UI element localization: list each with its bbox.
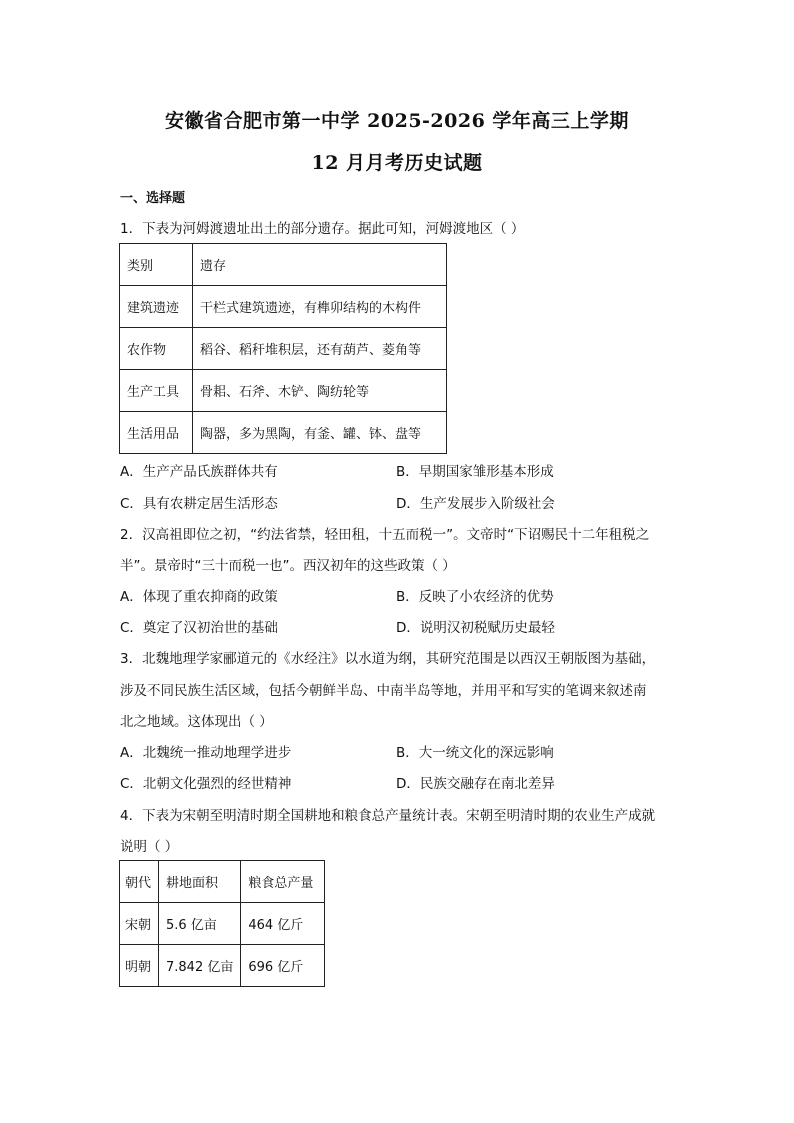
table-cell: 7.842 亿亩 xyxy=(159,945,241,987)
q1-option-c: C．具有农耕定居生活形态 xyxy=(120,496,278,512)
table-row xyxy=(120,903,325,945)
table-row xyxy=(120,328,447,370)
table-cell: 稻谷、稻秆堆积层，还有葫芦、菱角等 xyxy=(193,328,447,370)
table-cell: 生活用品 xyxy=(120,412,193,454)
table-cell: 696 亿斤 xyxy=(241,945,325,987)
table-cell: 宋朝 xyxy=(120,903,159,945)
table-cell: 明朝 xyxy=(120,945,159,987)
q2-stem-line1: 2．汉高祖即位之初，“约法省禁，轻田租，十五而税一”。文帝时“下诏赐民十二年租税之 xyxy=(120,527,650,543)
table-header-row xyxy=(120,244,447,286)
table-cell: 陶器，多为黑陶，有釜、罐、钵、盘等 xyxy=(193,412,447,454)
q3-stem-line3: 北之地域。这体现出（ ） xyxy=(120,714,273,730)
table-cell: 骨耜、石斧、木铲、陶纺轮等 xyxy=(193,370,447,412)
q2-stem-line2: 半”。景帝时“三十而税一也”。西汉初年的这些政策（ ） xyxy=(120,558,456,574)
section-heading: 一、选择题 xyxy=(120,191,186,206)
table-row xyxy=(120,370,447,412)
q1-option-b: B．早期国家雏形基本形成 xyxy=(396,464,554,480)
table-header-cell: 朝代 xyxy=(120,861,159,903)
table-header-cell: 粮食总产量 xyxy=(241,861,325,903)
exam-title-line2: 12 月月考历史试题 xyxy=(311,152,483,174)
q3-option-d: D．民族交融存在南北差异 xyxy=(396,776,555,792)
table-row xyxy=(120,286,447,328)
q1-table xyxy=(119,243,447,454)
table-cell: 干栏式建筑遗迹，有榫卯结构的木构件 xyxy=(193,286,447,328)
exam-title-line1: 安徽省合肥市第一中学 2025-2026 学年高三上学期 xyxy=(165,110,629,132)
q2-option-d: D．说明汉初税赋历史最轻 xyxy=(396,620,555,636)
q4-stem-line2: 说明（ ） xyxy=(120,839,179,855)
table-cell: 建筑遗迹 xyxy=(120,286,193,328)
q4-table xyxy=(119,860,325,987)
q3-option-c: C．北朝文化强烈的经世精神 xyxy=(120,776,292,792)
q1-option-d: D．生产发展步入阶级社会 xyxy=(396,496,555,512)
table-row xyxy=(120,945,325,987)
q3-option-a: A．北魏统一推动地理学进步 xyxy=(120,745,292,761)
table-row xyxy=(120,412,447,454)
q4-stem-line1: 4．下表为宋朝至明清时期全国耕地和粮食总产量统计表。宋朝至明清时期的农业生产成就 xyxy=(120,808,656,824)
q1-option-a: A．生产产品氏族群体共有 xyxy=(120,464,278,480)
table-cell: 5.6 亿亩 xyxy=(159,903,241,945)
q2-option-b: B．反映了小农经济的优势 xyxy=(396,589,554,605)
table-header-cell: 遗存 xyxy=(193,244,447,286)
q3-stem-line2: 涉及不同民族生活区域，包括今朝鲜半岛、中南半岛等地，并用平和写实的笔调来叙述南 xyxy=(120,683,647,699)
table-cell: 生产工具 xyxy=(120,370,193,412)
table-header-cell: 耕地面积 xyxy=(159,861,241,903)
q3-stem-line1: 3．北魏地理学家郦道元的《水经注》以水道为纲，其研究范围是以西汉王朝版图为基础， xyxy=(120,651,656,667)
table-cell: 464 亿斤 xyxy=(241,903,325,945)
table-header-row xyxy=(120,861,325,903)
q1-stem: 1．下表为河姆渡遗址出土的部分遗存。据此可知，河姆渡地区（ ） xyxy=(120,221,525,237)
q2-option-c: C．奠定了汉初治世的基础 xyxy=(120,620,278,636)
table-header-cell: 类别 xyxy=(120,244,193,286)
table-cell: 农作物 xyxy=(120,328,193,370)
q2-option-a: A．体现了重农抑商的政策 xyxy=(120,589,278,605)
q3-option-b: B．大一统文化的深远影响 xyxy=(396,745,554,761)
